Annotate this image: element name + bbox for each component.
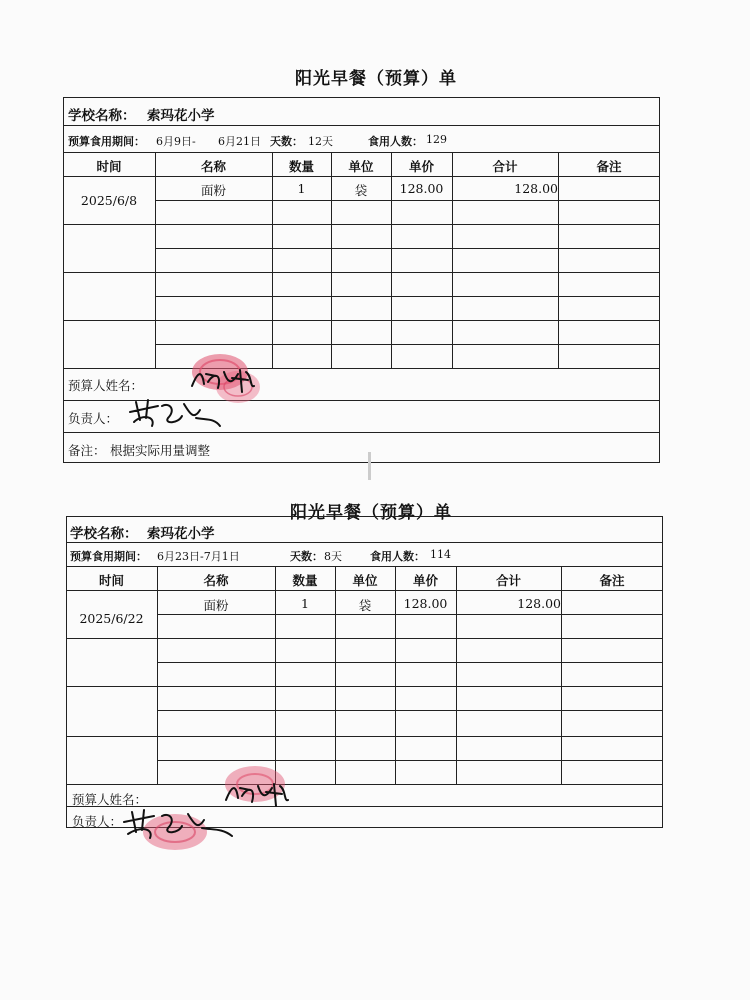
people-label: 食用人数： [368,135,423,148]
row-date: 2025/6/8 [80,193,138,208]
row-unit: 袋 [354,183,368,198]
col-header-price: 单价 [412,573,438,588]
col-header-unit: 单位 [352,573,378,588]
form-table [66,516,663,828]
people-value: 114 [430,548,451,561]
row-qty: 1 [297,181,306,196]
col-header-note: 备注 [599,573,625,588]
responsible-label: 负责人： [72,814,123,829]
col-header-qty: 数量 [292,573,318,588]
period-label: 预算食用期间： [70,550,147,563]
days-label: 天数： [290,550,323,563]
preparer-label: 预算人姓名： [68,378,144,393]
col-header-qty: 数量 [288,159,314,174]
row-name: 面粉 [200,183,226,198]
row-qty: 1 [301,596,309,611]
school-value: 索玛花小学 [147,108,215,124]
row-name: 面粉 [203,598,229,613]
col-header-total: 合计 [495,573,521,588]
responsible-signature [118,806,238,842]
remark-value: 根据实际用量调整 [110,443,211,458]
row-date: 2025/6/22 [79,611,144,626]
preparer-label: 预算人姓名： [72,792,148,807]
row-unit: 袋 [358,598,372,613]
remark-label: 备注： [68,443,106,458]
col-header-unit: 单位 [348,159,374,174]
school-label: 学校名称： [68,108,136,124]
period-end: 6月21日 [218,135,261,148]
responsible-label: 负责人： [68,411,119,426]
col-header-name: 名称 [203,573,229,588]
days-label: 天数： [270,135,303,148]
form-title: 阳光早餐（预算）单 [290,503,452,523]
form-title: 阳光早餐（预算）单 [295,69,457,89]
responsible-signature [122,396,222,432]
days-value: 8天 [324,550,342,563]
scan-crease [368,452,371,480]
row-price: 128.00 [399,181,444,196]
days-value: 12天 [308,135,333,148]
col-header-time: 时间 [96,159,122,174]
row-price: 128.00 [403,596,448,611]
period-start: 6月9日- [156,135,196,148]
period-label: 预算食用期间： [68,135,145,148]
people-value: 129 [426,133,447,146]
row-total: 128.00 [517,596,561,611]
people-label: 食用人数： [370,550,425,563]
preparer-signature [188,366,258,396]
col-header-name: 名称 [200,159,226,174]
col-header-price: 单价 [408,159,434,174]
col-header-time: 时间 [98,573,124,588]
col-header-total: 合计 [492,159,518,174]
row-total: 128.00 [514,181,558,196]
period-value: 6月23日-7月1日 [157,550,240,563]
col-header-note: 备注 [596,159,622,174]
school-label: 学校名称： [70,526,138,542]
school-value: 索玛花小学 [147,526,215,542]
